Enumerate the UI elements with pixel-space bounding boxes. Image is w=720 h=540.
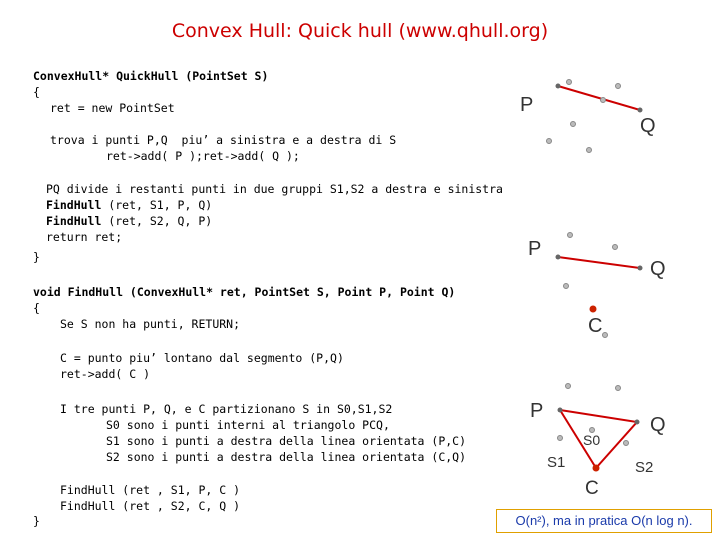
label-q: Q <box>640 115 656 137</box>
label-p: P <box>528 238 542 260</box>
diagram-partition <box>490 380 720 500</box>
code-line: Se S non ha punti, RETURN; <box>60 317 241 331</box>
label-s0: S0 <box>583 432 601 448</box>
label-p: P <box>530 400 544 422</box>
code-brace-open: { <box>33 301 40 315</box>
function-args: (ret, S2, Q, P) <box>101 214 213 228</box>
point-q <box>638 108 643 113</box>
point <box>571 122 576 127</box>
function-name: FindHull <box>46 198 102 212</box>
code-line: FindHull (ret , S2, C, Q ) <box>60 499 241 513</box>
point-set-diagram <box>490 70 720 170</box>
point <box>603 333 608 338</box>
findhull-signature: void FindHull (ConvexHull* ret, PointSet S, Point P, Point Q) <box>33 285 456 299</box>
code-line: PQ divide i restanti punti in due gruppi S1,S2 a destra e sinistra <box>46 182 503 196</box>
code-brace-open: { <box>33 85 40 99</box>
quickhull-signature: ConvexHull* QuickHull (PointSet S) <box>33 69 269 83</box>
point <box>613 245 618 250</box>
complexity-note: O(n²), ma in pratica O(n log n). <box>496 509 712 533</box>
label-c: C <box>585 478 599 499</box>
label-s2: S2 <box>635 459 654 476</box>
point <box>566 384 571 389</box>
point-q <box>635 420 640 425</box>
point <box>547 139 552 144</box>
code-line <box>46 213 212 229</box>
point-p <box>558 408 563 413</box>
code-brace-close: } <box>33 250 40 264</box>
point <box>616 84 621 89</box>
code-line: I tre punti P, Q, e C partizionano S in S0,S1,S2 <box>60 402 393 416</box>
point <box>624 441 629 446</box>
point <box>558 436 563 441</box>
point <box>587 148 592 153</box>
label-s1: S1 <box>547 454 566 471</box>
point-p <box>556 84 561 89</box>
label-q: Q <box>650 258 666 280</box>
point <box>564 284 569 289</box>
point-c <box>593 465 600 472</box>
code-line: S0 sono i punti interni al triangolo PCQ, <box>106 418 390 432</box>
diagram-farthest-point <box>490 225 720 345</box>
code-line: FindHull (ret , S1, P, C ) <box>60 483 241 497</box>
code-line: S1 sono i punti a destra della linea orientata (P,C) <box>106 434 467 448</box>
point-c <box>590 306 597 313</box>
code-brace-close: } <box>33 514 40 528</box>
code-line: ret->add( C ) <box>60 367 151 381</box>
point <box>568 233 573 238</box>
function-args: (ret, S1, P, Q) <box>101 198 213 212</box>
code-line <box>46 197 212 213</box>
slide-title: Convex Hull: Quick hull (www.qhull.org) <box>171 20 549 42</box>
point-q <box>638 266 643 271</box>
point <box>567 80 572 85</box>
code-line: ret->add( P );ret->add( Q ); <box>106 149 300 163</box>
code-line: S2 sono i punti a destra della linea orientata (C,Q) <box>106 450 467 464</box>
code-line: return ret; <box>46 230 123 244</box>
point <box>616 386 621 391</box>
code-line: C = punto piu’ lontano dal segmento (P,Q) <box>60 351 344 365</box>
label-p: P <box>520 94 534 116</box>
point <box>601 98 606 103</box>
code-line: trova i punti P,Q piu’ a sinistra e a destra di S <box>50 133 397 147</box>
segment-pq <box>558 86 640 110</box>
label-q: Q <box>650 414 666 436</box>
function-name: FindHull <box>46 214 102 228</box>
code-line: ret = new PointSet <box>50 101 175 115</box>
label-c: C <box>588 315 603 337</box>
point-p <box>556 255 561 260</box>
segment-cq <box>596 422 637 468</box>
point-set-diagram <box>490 380 720 500</box>
diagram-initial-split <box>490 70 720 170</box>
segment-pq <box>558 257 640 268</box>
point-set-diagram <box>490 225 720 345</box>
segment-pq <box>560 410 637 422</box>
